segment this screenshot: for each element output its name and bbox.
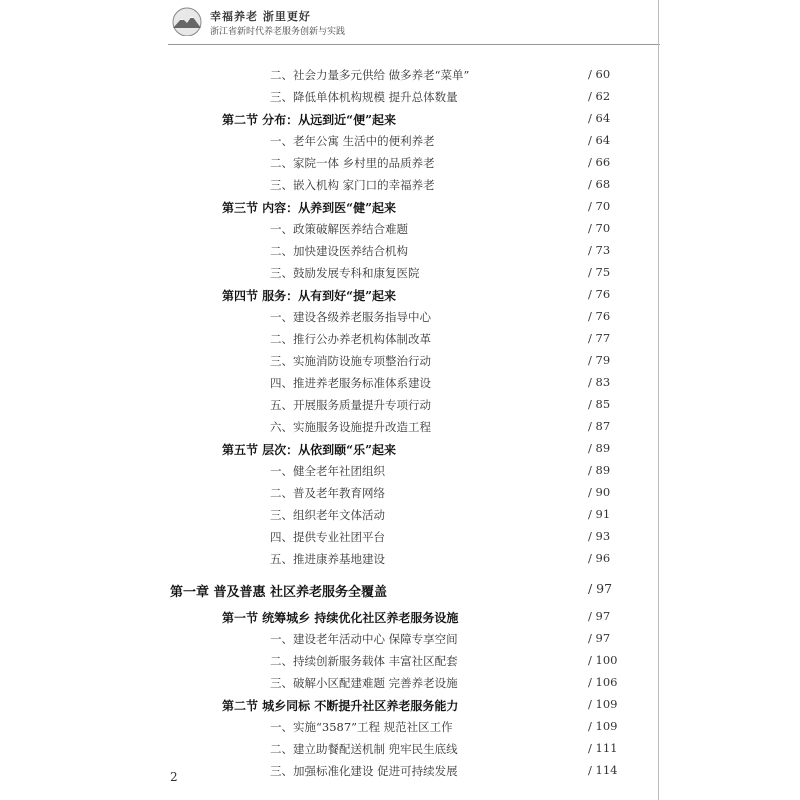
toc-entry-page: / 64 [588, 133, 611, 147]
toc-entry-label: 三、降低单体机构规模 提升总体数量 [270, 90, 458, 104]
toc-entry-page: / 96 [588, 551, 611, 565]
page-edge-line [658, 0, 659, 800]
toc-entry-label: 五、推进康养基地建设 [270, 552, 385, 566]
toc-entry-label: 一、实施“3587”工程 规范社区工作 [270, 720, 453, 734]
toc-entry-page: / 93 [588, 529, 611, 543]
toc-entry-label: 二、推行公办养老机构体制改革 [270, 332, 431, 346]
toc-entry-page: / 97 [588, 631, 611, 645]
toc-entry-label: 三、组织老年文体活动 [270, 508, 385, 522]
toc-entry-page: / 109 [588, 697, 618, 711]
toc-entry-page: / 114 [588, 763, 618, 777]
toc-entry-label: 三、嵌入机构 家门口的幸福养老 [270, 178, 435, 192]
toc-entry-label: 二、家院一体 乡村里的品质养老 [270, 156, 435, 170]
toc-entry-label: 三、破解小区配建难题 完善养老设施 [270, 676, 458, 690]
toc-entry-label: 六、实施服务设施提升改造工程 [270, 420, 431, 434]
toc-entry-page: / 60 [588, 67, 611, 81]
toc-entry-page: / 75 [588, 265, 611, 279]
toc-entry-label: 五、开展服务质量提升专项行动 [270, 398, 431, 412]
toc-entry-page: / 91 [588, 507, 611, 521]
mountain-logo-icon [170, 6, 204, 36]
toc-entry-page: / 70 [588, 199, 611, 213]
toc-entry-page: / 76 [588, 287, 611, 301]
toc-entry-page: / 66 [588, 155, 611, 169]
toc-entry-label: 第一节 统筹城乡 持续优化社区养老服务设施 [222, 611, 459, 625]
toc-entry-page: / 100 [588, 653, 618, 667]
toc-entry-label: 三、鼓励发展专科和康复医院 [270, 266, 420, 280]
toc-entry-label: 二、持续创新服务载体 丰富社区配套 [270, 654, 458, 668]
toc-entry-page: / 64 [588, 111, 611, 125]
toc-entry-label: 三、加强标准化建设 促进可持续发展 [270, 764, 458, 778]
page-number: 2 [170, 770, 178, 784]
toc-entry-page: / 73 [588, 243, 611, 257]
toc-entry-page: / 68 [588, 177, 611, 191]
running-header [170, 6, 570, 46]
toc-entry-label: 第三节 内容：从养到医“健”起来 [222, 201, 396, 215]
toc-entry-page: / 89 [588, 441, 611, 455]
toc-entry-label: 二、普及老年教育网络 [270, 486, 385, 500]
toc-entry-label: 四、提供专业社团平台 [270, 530, 385, 544]
toc-entry-page: / 70 [588, 221, 611, 235]
toc-entry-label: 二、社会力量多元供给 做多养老“菜单” [270, 68, 470, 82]
toc-entry-page: / 106 [588, 675, 618, 689]
toc-entry-page: / 76 [588, 309, 611, 323]
toc-entry-page: / 83 [588, 375, 611, 389]
toc-entry-page: / 90 [588, 485, 611, 499]
header-title: 幸福养老 浙里更好 [210, 10, 311, 23]
toc-entry-label: 一、建设老年活动中心 保障专享空间 [270, 632, 458, 646]
toc-entry-label: 第二节 分布：从远到近“便”起来 [222, 113, 396, 127]
toc-entry-label: 四、推进养老服务标准体系建设 [270, 376, 431, 390]
toc-entry-page: / 79 [588, 353, 611, 367]
header-subtitle: 浙江省新时代养老服务创新与实践 [210, 27, 346, 37]
toc-entry-label: 一、建设各级养老服务指导中心 [270, 310, 431, 324]
toc-entry-label: 三、实施消防设施专项整治行动 [270, 354, 431, 368]
toc-entry-label: 二、加快建设医养结合机构 [270, 244, 408, 258]
toc-entry-label: 一、老年公寓 生活中的便利养老 [270, 134, 435, 148]
toc-entry-label: 第二节 城乡同标 不断提升社区养老服务能力 [222, 699, 459, 713]
toc-entry-page: / 109 [588, 719, 618, 733]
toc-entry-label: 第五节 层次：从依到颐“乐”起来 [222, 443, 396, 457]
toc-entry-label: 第一章 普及普惠 社区养老服务全覆盖 [170, 585, 388, 600]
toc-entry-page: / 111 [588, 741, 618, 755]
toc-entry-page: / 85 [588, 397, 611, 411]
toc-entry-page: / 87 [588, 419, 611, 433]
toc-entry-page: / 97 [588, 609, 611, 623]
toc-entry-label: 一、健全老年社团组织 [270, 464, 385, 478]
toc-entry-page: / 97 [588, 581, 613, 596]
header-rule [168, 44, 660, 45]
toc-entry-label: 二、建立助餐配送机制 兜牢民生底线 [270, 742, 458, 756]
toc-entry-label: 一、政策破解医养结合难题 [270, 222, 408, 236]
toc-entry-page: / 89 [588, 463, 611, 477]
toc-entry-page: / 62 [588, 89, 611, 103]
toc-entry-page: / 77 [588, 331, 611, 345]
toc-entry-label: 第四节 服务：从有到好“提”起来 [222, 289, 396, 303]
